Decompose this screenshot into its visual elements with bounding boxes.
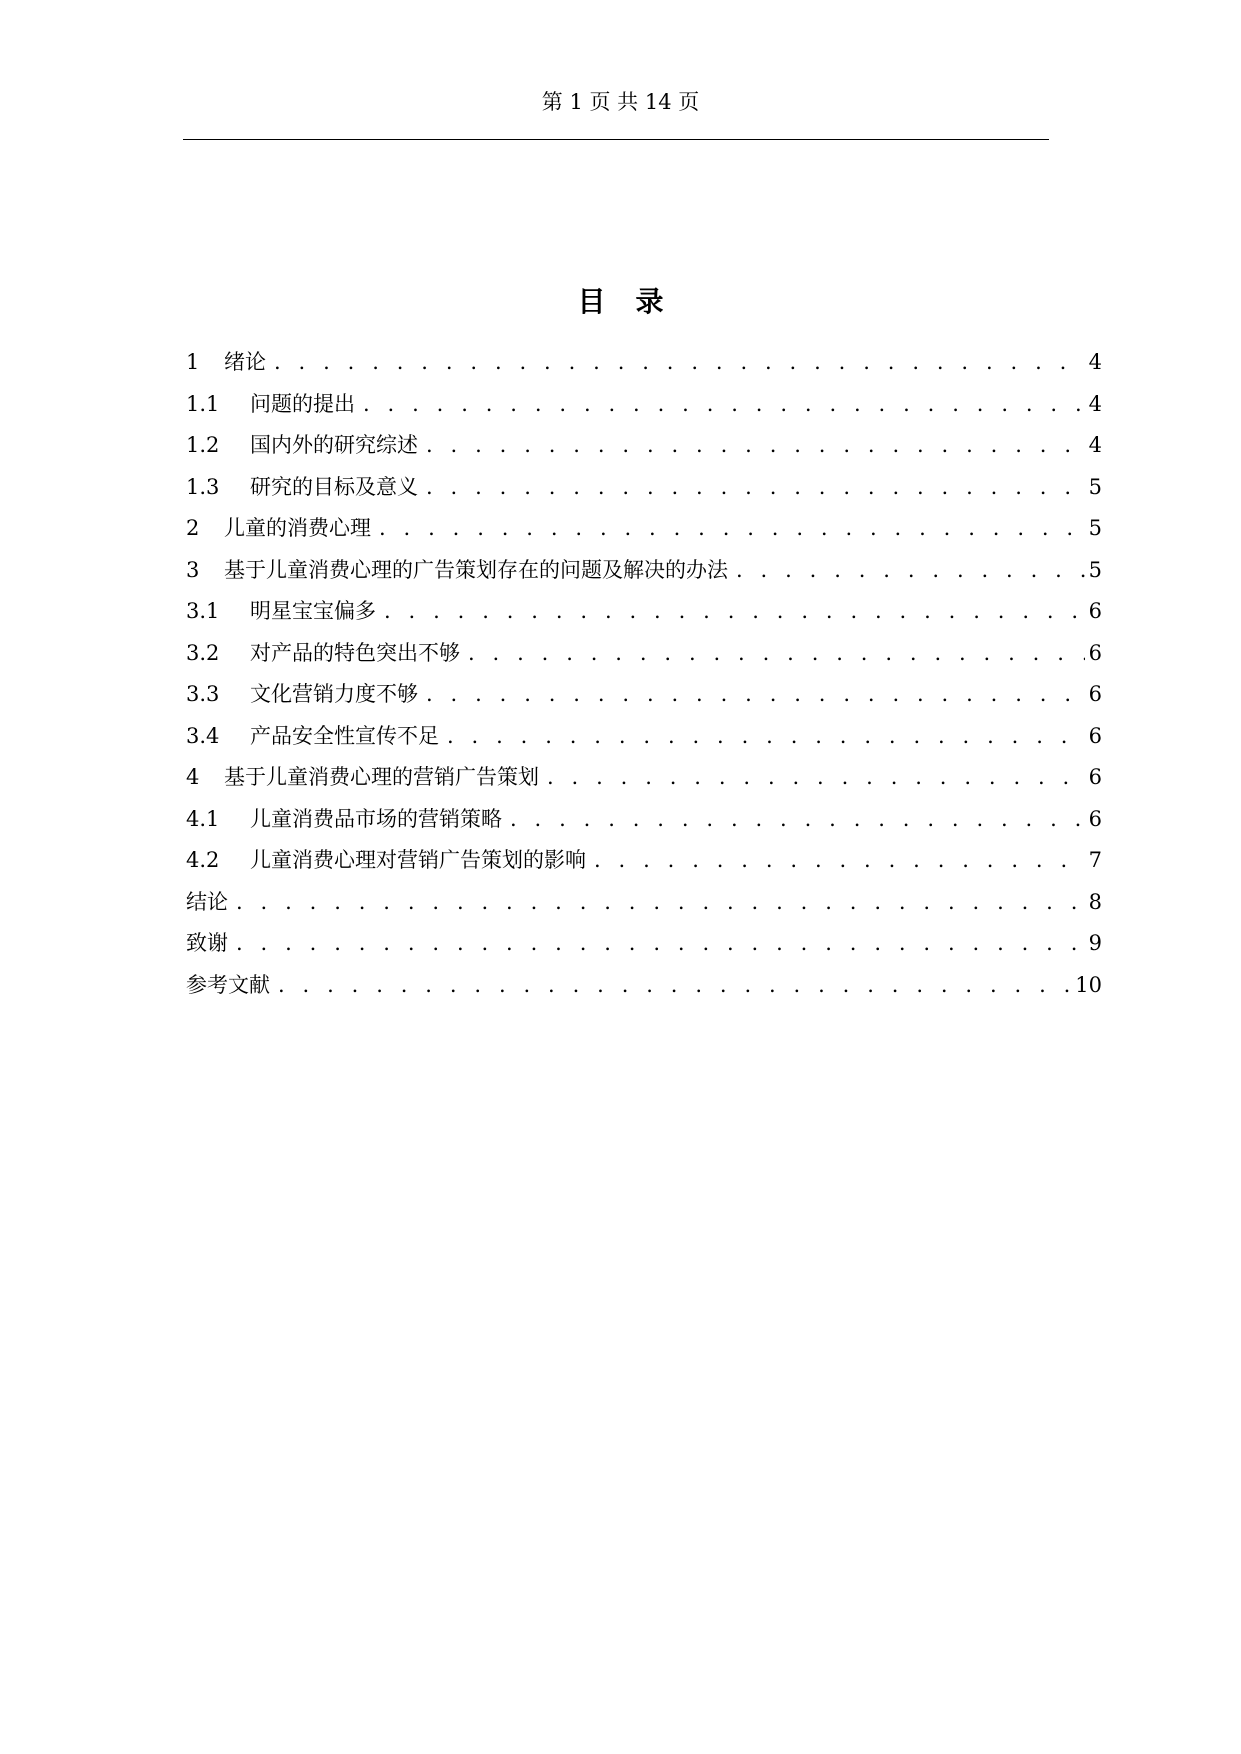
toc-entry-page-number: 7 (1088, 848, 1102, 872)
toc-entry-title: 致谢 (186, 931, 228, 955)
toc-entry-page-number: 6 (1088, 723, 1102, 748)
toc-entry-title: 产品安全性宣传不足 (250, 723, 439, 748)
toc-dot-leader (426, 425, 1085, 467)
toc-entry-number: 1.3 (186, 474, 220, 499)
page-header: 第 1 页 共 14 页 (541, 90, 700, 114)
toc-entry-page-number: 5 (1088, 474, 1102, 499)
toc-entry[interactable] (186, 965, 1102, 1007)
toc-entry-page-number: 6 (1088, 806, 1102, 831)
toc-entry-page-number: 6 (1088, 640, 1102, 665)
toc-dot-leader (384, 591, 1085, 633)
toc-entry[interactable] (186, 550, 1102, 592)
toc-entry-number: 4.2 (186, 848, 220, 872)
toc-dot-leader (468, 633, 1085, 675)
toc-entry[interactable] (186, 467, 1102, 509)
toc-entry-title: 问题的提出 (250, 391, 355, 416)
table-of-contents (186, 342, 1102, 1006)
toc-entry-page-number: 5 (1088, 516, 1102, 540)
toc-entry[interactable] (186, 425, 1102, 467)
toc-entry[interactable] (186, 674, 1102, 716)
toc-dot-leader (236, 882, 1085, 924)
toc-entry[interactable] (186, 591, 1102, 633)
toc-entry-title: 基于儿童消费心理的广告策划存在的问题及解决的办法 (224, 557, 728, 582)
toc-entry-page-number: 10 (1075, 972, 1102, 997)
toc-entry-title: 儿童消费心理对营销广告策划的影响 (250, 848, 586, 872)
toc-entry[interactable] (186, 840, 1102, 882)
toc-entry-number: 2 (186, 516, 200, 540)
toc-dot-leader (547, 757, 1085, 799)
toc-dot-leader (379, 508, 1085, 550)
toc-entry-number: 1.2 (186, 433, 220, 457)
toc-entry-number: 3.1 (186, 599, 220, 623)
toc-dot-leader (426, 674, 1085, 716)
toc-entry-number: 4 (186, 765, 200, 789)
toc-entry-number: 4.1 (186, 806, 220, 831)
toc-dot-leader (510, 799, 1085, 841)
toc-entry-title: 参考文献 (186, 972, 270, 997)
toc-dot-leader (426, 467, 1085, 509)
toc-entry-page-number: 5 (1088, 557, 1102, 582)
toc-entry-title: 结论 (186, 889, 228, 914)
toc-entry-number: 1.1 (186, 391, 220, 416)
toc-dot-leader (736, 550, 1085, 592)
toc-entry[interactable] (186, 633, 1102, 675)
toc-dot-leader (363, 384, 1085, 426)
toc-entry-title: 对产品的特色突出不够 (250, 640, 460, 665)
toc-entry-page-number: 8 (1088, 889, 1102, 914)
toc-entry[interactable] (186, 799, 1102, 841)
toc-entry-title: 儿童消费品市场的营销策略 (250, 806, 502, 831)
toc-entry-title: 儿童的消费心理 (224, 516, 371, 540)
toc-entry-number: 3.3 (186, 682, 220, 706)
toc-entry-title: 研究的目标及意义 (250, 474, 418, 499)
toc-dot-leader (236, 923, 1085, 965)
header-divider (183, 139, 1049, 140)
toc-entry[interactable] (186, 923, 1102, 965)
toc-dot-leader (278, 965, 1071, 1007)
toc-entry[interactable] (186, 508, 1102, 550)
toc-entry-page-number: 6 (1088, 682, 1102, 706)
toc-entry-title: 国内外的研究综述 (250, 433, 418, 457)
toc-entry-title: 基于儿童消费心理的营销广告策划 (224, 765, 539, 789)
toc-entry-page-number: 6 (1088, 765, 1102, 789)
toc-entry-title: 绪论 (224, 350, 266, 374)
toc-entry[interactable] (186, 342, 1102, 384)
toc-entry[interactable] (186, 882, 1102, 924)
toc-dot-leader (447, 716, 1085, 758)
toc-entry[interactable] (186, 716, 1102, 758)
toc-entry[interactable] (186, 757, 1102, 799)
toc-entry-page-number: 4 (1088, 350, 1102, 374)
toc-entry-number: 3 (186, 557, 200, 582)
toc-entry[interactable] (186, 384, 1102, 426)
toc-entry-page-number: 4 (1088, 391, 1102, 416)
toc-dot-leader (274, 342, 1085, 384)
toc-entry-page-number: 9 (1088, 931, 1102, 955)
toc-entry-title: 明星宝宝偏多 (250, 599, 376, 623)
toc-entry-title: 文化营销力度不够 (250, 682, 418, 706)
toc-entry-page-number: 4 (1088, 433, 1102, 457)
toc-dot-leader (594, 840, 1085, 882)
toc-entry-number: 1 (186, 350, 200, 374)
toc-entry-number: 3.2 (186, 640, 220, 665)
toc-entry-page-number: 6 (1088, 599, 1102, 623)
toc-title: 目录 (577, 285, 694, 318)
toc-entry-number: 3.4 (186, 723, 220, 748)
